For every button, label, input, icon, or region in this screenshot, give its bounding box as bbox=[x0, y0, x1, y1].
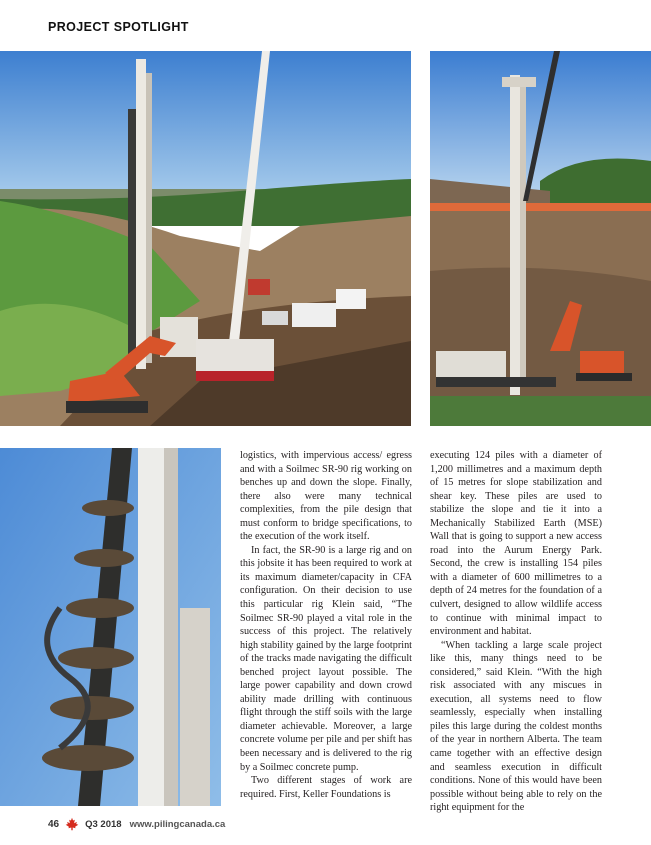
paragraph: “When tackling a large scale project like this, many things need to be considered,” said Klein. “With the high risk associated with any miscues in execution, all systems need to flow seamlessly, especially when installing piles this large during the coldest months of the year in northern Alberta. The team came together with an effective design and seamless execution in difficult conditions. None of this would have been possible without being able to rely on the right equipment for the bbox=[430, 639, 602, 814]
photo-rig-and-crane bbox=[0, 51, 411, 426]
paragraph: Two different stages of work are required. First, Keller Foundations is bbox=[240, 775, 412, 800]
page-number: 46 bbox=[48, 818, 60, 830]
paragraph: In fact, the SR-90 is a large rig and on this jobsite it has been required to work at its maximum diameter/capacity in CFA configuration. On their decision to use this particular rig Klein said, “The Soilmec SR-90 played a vital role in the success of this project. The relatively high stability gained by the large footprint of the tracks made navigating the difficult benched project layout possible. The large power capability and down crowd ability made drilling with continuous flight through the stiff soils with the large diameter achievable. Moreover, a large concrete volume per pile and per shift has been necessary and is delivered to the rig by a Soilmec concrete pump. bbox=[240, 544, 412, 773]
maple-leaf-icon bbox=[65, 817, 79, 831]
article-column-left bbox=[240, 449, 412, 801]
paragraph: executing 124 piles with a diameter of 1,200 millimetres and a maximum depth of 15 metres for slope stabilization and shear key. These piles are used to stabilize the slope and tie it into a Mechanically Stabilized Earth (MSE) Wall that is going to support a new access road into the Aurum Energy Park. Second, the crew is installing 154 piles with a diameter of 600 millimetres to a depth of 24 metres for the foundation of a culvert, designed to allow wildlife access to continue with minimal impact to environment and habitat. bbox=[430, 450, 602, 638]
issue-label: Q3 2018 bbox=[85, 818, 122, 830]
article-column-right bbox=[430, 449, 602, 815]
website-link[interactable]: www.pilingcanada.ca bbox=[129, 818, 226, 830]
section-label: PROJECT SPOTLIGHT bbox=[48, 20, 189, 34]
page-footer bbox=[48, 817, 225, 831]
paragraph: logistics, with impervious access/ egress and with a Soilmec SR-90 rig working on benches up and down the slope. Finally, there also were many technical complexities, from the pile design that must conform to bridge specifications, to the execution of the work itself. bbox=[240, 450, 412, 543]
photo-auger-closeup bbox=[0, 448, 221, 806]
photo-rig-excavation bbox=[430, 51, 651, 426]
